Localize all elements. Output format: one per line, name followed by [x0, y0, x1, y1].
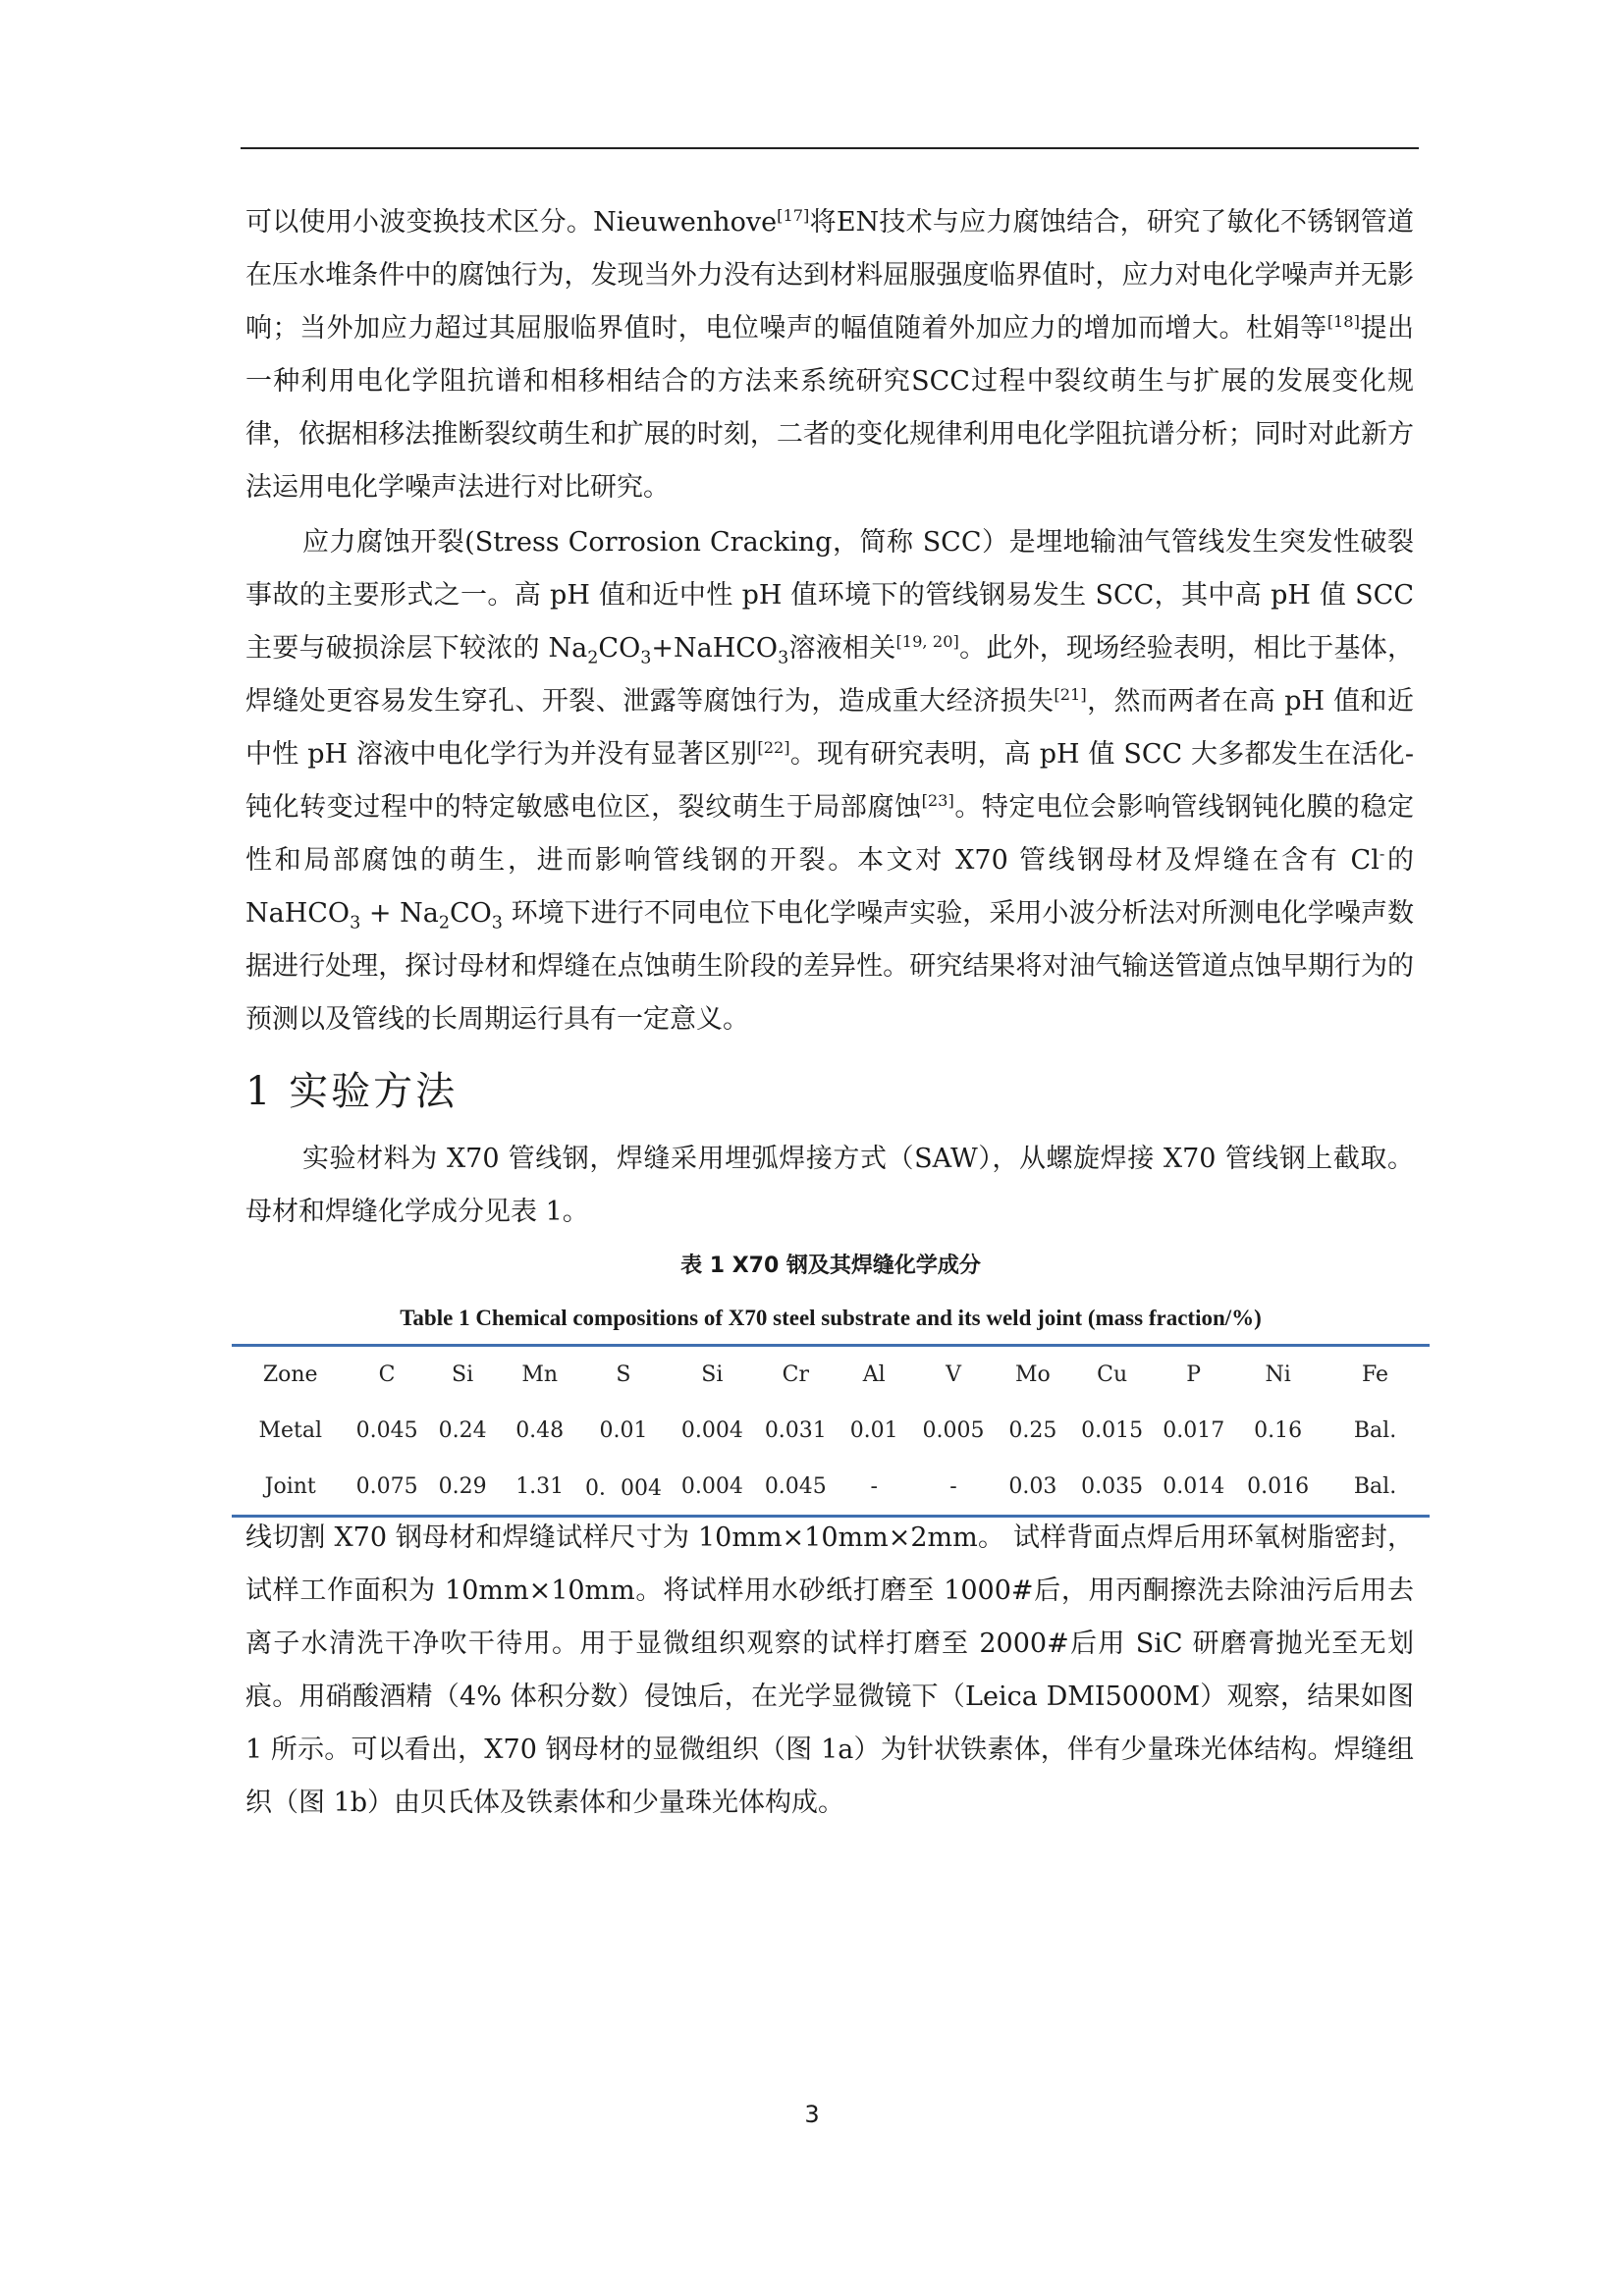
subscript: 3	[778, 648, 789, 668]
text-segment: 。现有研究表明，高 pH 值 SCC 大多都发生在活化-钝化转变过程中的特定敏感电位区，裂纹萌生于局部腐蚀	[245, 739, 1414, 823]
table-cell: 0.24	[438, 1418, 487, 1443]
header-cell: Fe	[1361, 1362, 1389, 1387]
table-cell: 0.16	[1254, 1418, 1303, 1443]
citation: [18]	[1326, 312, 1360, 331]
subscript: 2	[587, 648, 599, 668]
header-cell: S	[616, 1362, 631, 1387]
citation: [23]	[921, 791, 954, 810]
table-caption-cn: 表 1 X70 钢及其焊缝化学成分	[680, 1254, 981, 1278]
table-cell: Joint	[264, 1474, 316, 1499]
table-cell: -	[949, 1474, 957, 1499]
table-cell: 0.045	[764, 1474, 827, 1499]
composition-table	[232, 1344, 1430, 1518]
header-cell: Zone	[262, 1362, 318, 1387]
table-cell: 0.03	[1008, 1474, 1057, 1499]
paragraph-3: 实验材料为 X70 管线钢，焊缝采用埋弧焊接方式（SAW），从螺旋焊接 X70 管线钢上截取。母材和焊缝化学成分见表 1。	[245, 1144, 1414, 1227]
superscript: -	[1379, 844, 1385, 863]
paragraph-1	[245, 196, 1414, 514]
header-cell: Mn	[521, 1362, 559, 1387]
table-cell: 0.005	[922, 1418, 985, 1443]
table-cell: 0.29	[438, 1474, 487, 1499]
table-cell: -	[870, 1474, 878, 1499]
table-cell: 0.004	[680, 1418, 743, 1443]
text-segment: 提出一种利用电化学阻抗谱和相移相结合的方法来系统研究SCC过程中裂纹萌生与扩展的发展变化规律，依据相移法推断裂纹萌生和扩展的时刻，二者的变化规律利用电化学阻抗谱分析；同时对此新方法运用电化学噪声法进行对比研究。	[245, 313, 1415, 503]
page-number: 3	[804, 2101, 820, 2128]
table-cell: 0.01	[599, 1418, 648, 1443]
paragraph-2	[245, 516, 1414, 1046]
table-caption-en: Table 1 Chemical compositions of X70 steel substrate and its weld joint (mass fraction/%)	[400, 1306, 1262, 1330]
subscript: 3	[491, 913, 503, 934]
header-cell: V	[946, 1362, 961, 1387]
paragraph-4: 线切割 X70 钢母材和焊缝试样尺寸为 10mm×10mm×2mm。 试样背面点焊后用环氧树脂密封，试样工作面积为 10mm×10mm。将试样用水砂纸打磨至 1000#后，用丙酮擦洗去除油污后用去离子水清洗干净吹干待用。用于显微组织观察的试样打磨至 2000#后用 SiC 研磨膏抛光至无划痕。用硝酸酒精（4% 体积分数）侵蚀后，在光学显微镜下（Leica DMI5000M）观察，结果如图 1 所示。可以看出，X70 钢母材的显微组织（图 1a）为针状铁素体，伴有少量珠光体结构。焊缝组织（图 1b）由贝氏体及铁素体和少量珠光体构成。	[245, 1522, 1414, 1818]
text-segment: ，然而两者在高 pH 值和近中性 pH 溶液中电化学行为并没有显著区别	[245, 686, 1414, 770]
table-cell: 0.014	[1163, 1474, 1225, 1499]
text-segment: +NaHCO	[651, 633, 779, 664]
header-cell: P	[1186, 1362, 1202, 1387]
header-rule	[241, 147, 1419, 149]
citation: [22]	[757, 738, 790, 757]
table-cell: 0.01	[849, 1418, 898, 1443]
text-segment: 将EN技术与应力腐蚀结合，研究了敏化不锈钢管道在压水堆条件中的腐蚀行为，发现当外力没有达到材料屈服强度临界值时，应力对电化学噪声并无影响；当外加应力超过其屈服临界值时，电位噪声的幅值随着外加应力的增加而增大。杜娟等	[245, 207, 1414, 344]
text-segment: CO	[449, 898, 492, 929]
table-cell: 0.017	[1163, 1418, 1225, 1443]
header-cell: Cr	[782, 1362, 809, 1387]
table-cell: 0.031	[764, 1418, 827, 1443]
header-cell: Si	[452, 1362, 474, 1387]
table-cell: 1.31	[515, 1474, 565, 1499]
text-segment: 。特定电位会影响管线钢钝化膜的稳定性和局部腐蚀的萌生，进而影响管线钢的开裂。本文对 X70 管线钢母材及焊缝在含有 Cl	[245, 792, 1415, 876]
composition-table-container	[232, 1344, 1430, 1518]
header-cell: Mo	[1014, 1362, 1051, 1387]
text-segment: 溶液相关	[788, 633, 896, 664]
text-segment: 环境下进行不同电位下电化学噪声实验，采用小波分析法对所测电化学噪声数据进行处理，探讨母材和焊缝在点蚀萌生阶段的差异性。研究结果将对油气输送管道点蚀早期行为的预测以及管线的长周期运行具有一定意义。	[245, 898, 1414, 1035]
text-segment: 应力腐蚀开裂(Stress Corrosion Cracking，简称 SCC）是埋地输油气管线发生突发性破裂事故的主要形式之一。高 pH 值和近中性 pH 值环境下的管线钢易发生 SCC，其中高 pH 值 SCC 主要与破损涂层下较浓的 Na	[245, 527, 1414, 664]
table-cell: 0.48	[515, 1418, 565, 1443]
table-cell: 0.035	[1081, 1474, 1144, 1499]
text-segment: 可以使用小波变换技术区分。Nieuwenhove	[245, 207, 778, 238]
header-cell: Al	[862, 1362, 886, 1387]
citation: [19, 20]	[895, 632, 959, 651]
subscript: 3	[350, 913, 361, 934]
subscript: 3	[640, 648, 652, 668]
subscript: 2	[438, 913, 450, 934]
header-cell: C	[378, 1362, 396, 1387]
table-cell: Metal	[258, 1418, 322, 1443]
header-cell: Cu	[1097, 1362, 1128, 1387]
table-header-row	[232, 1346, 1430, 1404]
section-heading: 1 实验方法	[245, 1069, 459, 1114]
citation: [21]	[1054, 685, 1087, 704]
table-cell: 0.004	[680, 1474, 743, 1499]
text-segment: + Na	[360, 898, 439, 929]
table-cell: 0.015	[1081, 1418, 1144, 1443]
text-segment: CO	[598, 633, 641, 664]
table-cell: 0.045	[355, 1418, 418, 1443]
table-cell: 0．004	[584, 1476, 662, 1501]
citation: [17]	[777, 206, 810, 225]
table-row	[232, 1459, 1430, 1517]
text-segment: 的 NaHCO	[245, 845, 1415, 929]
table-cell: Bal.	[1353, 1474, 1397, 1499]
header-cell: Ni	[1265, 1362, 1291, 1387]
table-cell: Bal.	[1353, 1418, 1397, 1443]
table-row	[232, 1403, 1430, 1459]
table-cell: 0.075	[355, 1474, 418, 1499]
header-cell: Si	[701, 1362, 724, 1387]
text-segment: 。此外，现场经验表明，相比于基体，焊缝处更容易发生穿孔、开裂、泄露等腐蚀行为，造成重大经济损失	[245, 633, 1415, 717]
table-cell: 0.016	[1247, 1474, 1310, 1499]
table-cell: 0.25	[1008, 1418, 1057, 1443]
